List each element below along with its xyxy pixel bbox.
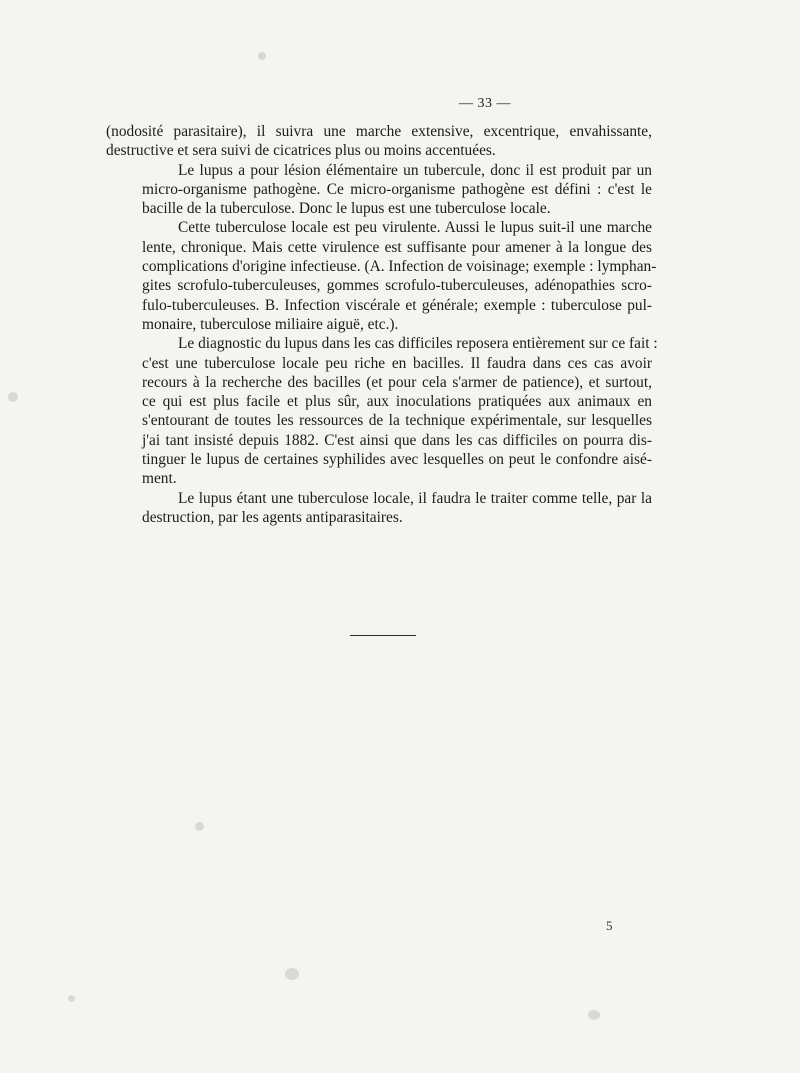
text-line: monaire, tuberculose miliaire aiguë, etc.). [142, 315, 399, 333]
signature-mark: 5 [606, 918, 613, 933]
text-line: tinguer le lupus de certaines syphilides avec lesquelles on peut le confondre aisé- [142, 451, 652, 469]
text-line: Cette tuberculose locale est peu virulente. Aussi le lupus suit-il une marche [178, 219, 652, 237]
paper-speck [8, 392, 18, 402]
paper-speck [195, 822, 204, 831]
paragraph-lupus-lesion [106, 161, 652, 219]
paper-speck [68, 995, 75, 1002]
page-number: — 33 — [459, 96, 511, 111]
text-line: recours à la recherche des bacilles (et pour cela s'armer de patience), et surtout, [142, 373, 652, 391]
paper-speck [258, 52, 266, 60]
text-line: micro-organisme pathogène. Ce micro-organisme pathogène est défini : c'est le [142, 180, 652, 198]
paragraph-treatment [106, 489, 652, 528]
paragraph-continuation [106, 122, 652, 161]
paper-speck [285, 968, 299, 980]
text-line: Le lupus étant une tuberculose locale, il faudra le traiter comme telle, par la [178, 489, 652, 507]
text-line: destructive et sera suivi de cicatrices plus ou moins accentuées. [106, 142, 496, 160]
text-line: ce qui est plus facile et plus sûr, aux inoculations pratiquées aux animaux en [142, 393, 652, 411]
text-line: complications d'origine infectieuse. (A. Infection de voisinage; exemple : lymphan- [142, 258, 657, 276]
text-line: s'entourant de toutes les ressources de la technique expérimentale, sur lesquelles [142, 412, 652, 430]
text-line: destruction, par les agents antiparasitaires. [142, 508, 403, 526]
text-line: Le diagnostic du lupus dans les cas difficiles reposera entièrement sur ce fait : [178, 335, 658, 353]
page-number-header [0, 96, 800, 112]
text-line: gites scrofulo-tuberculeuses, gommes scrofulo-tuberculeuses, adénopathies scro- [142, 277, 652, 295]
text-line: c'est une tuberculose locale peu riche en bacilles. Il faudra dans ces cas avoir [142, 354, 652, 372]
paper-speck [588, 1010, 600, 1020]
section-end-rule [350, 635, 416, 636]
text-line: ment. [142, 470, 177, 488]
body-text [106, 122, 658, 527]
text-line: (nodosité parasitaire), il suivra une marche extensive, excentrique, envahissante, [106, 123, 652, 140]
paragraph-diagnostic [106, 334, 658, 488]
text-line: Le lupus a pour lésion élémentaire un tubercule, donc il est produit par un [178, 161, 652, 179]
text-line: fulo-tuberculeuses. B. Infection viscérale et générale; exemple : tuberculose pul- [142, 296, 652, 314]
text-line: j'ai tant insisté depuis 1882. C'est ainsi que dans les cas difficiles on pourra dis- [142, 431, 652, 449]
text-line: lente, chronique. Mais cette virulence est suffisante pour amener à la longue des [142, 238, 652, 256]
text-line: bacille de la tuberculose. Donc le lupus est une tuberculose locale. [142, 200, 551, 218]
paragraph-virulence [106, 218, 657, 334]
